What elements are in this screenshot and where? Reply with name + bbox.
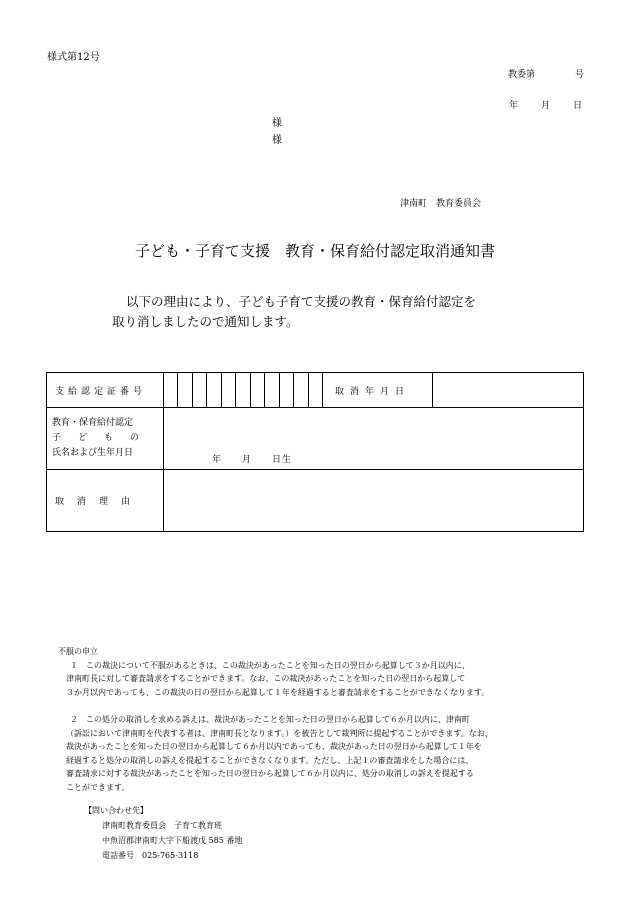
- recipient-line-1: 様: [272, 118, 282, 129]
- digit-box: [235, 373, 249, 407]
- contact-heading: 【問い合わせ先】: [84, 806, 148, 815]
- note-2-line-6: ことができます。: [66, 782, 130, 792]
- cancel-date-value[interactable]: [433, 373, 584, 408]
- digit-box: [279, 373, 293, 407]
- digit-box: [221, 373, 235, 407]
- child-label-line-3: 氏名および生年月日: [52, 448, 134, 458]
- doc-number-suffix: 号: [575, 70, 585, 80]
- document-title: 子ども・子育て支援 教育・保育給付認定取消通知書: [134, 242, 495, 260]
- body-line-2: 取り消しましたので通知します。: [112, 314, 299, 329]
- child-label-line-2: 子 ど も の: [52, 433, 144, 443]
- date-month: 月: [541, 101, 551, 111]
- note-2-line-2: （訴訟において津南町を代表する者は、津南町長となります。）を被告として裁判所に提起することができます。なお、: [66, 728, 493, 738]
- doc-number-prefix: 教委第: [508, 70, 536, 80]
- reason-value[interactable]: [164, 470, 584, 532]
- reason-label: 取 消 理 由: [47, 470, 164, 532]
- note-1-line-3: ３か月以内であっても、この裁決の日の翌日から起算して１年を経過すると審査請求をすることができなくなります。: [66, 687, 490, 697]
- cert-number-label: 支給認定証番号: [47, 373, 164, 408]
- child-info-label: [47, 408, 164, 470]
- notes-heading: 不服の申立: [58, 647, 98, 656]
- date-year: 年: [509, 101, 519, 111]
- body-line-1: 以下の理由により、子ども子育て支援の教育・保育給付認定を: [126, 294, 477, 309]
- note-2-line-3: 裁決があったことを知った日の翌日から起算して６か月以内であっても、裁決があった日の翌日から起算して１年を: [66, 742, 482, 751]
- note-2-line-4: 経過すると処分の取消しの訴えを提起することができなくなります。ただし、上記１の審査請求をした場合には、: [66, 755, 474, 765]
- contact-info: [84, 803, 242, 863]
- digit-box: [308, 373, 322, 407]
- birth-date-placeholder: 年 月 日生: [212, 455, 293, 465]
- digit-box: [264, 373, 278, 407]
- digit-box: [293, 373, 307, 407]
- body-text: [112, 292, 552, 332]
- digit-box: [250, 373, 264, 407]
- contact-department: 津南町教育委員会 子育て教育班: [102, 821, 222, 830]
- note-1-line-2: 津南町長に対して審査請求をすることができます。なお、この裁決があったことを知った日の翌日から起算して: [66, 674, 466, 683]
- note-2-line-5: 審査請求に対する裁決があったことを知った日の翌日から起算して６か月以内に、処分の取消しの訴えを提起する: [66, 769, 474, 778]
- contact-address: 中魚沼郡津南町大字下船渡戊 585 番地: [102, 836, 243, 845]
- digit-box: [206, 373, 220, 407]
- date-day: 日: [573, 101, 583, 111]
- digit-box: [177, 373, 191, 407]
- note-1-line-1: １ この裁決について不服があるときは、この裁決があったことを知った日の翌日から起算して３か月以内に、: [70, 660, 470, 670]
- digit-box: [164, 373, 177, 407]
- contact-phone: 電話番号 025-765-3118: [102, 851, 199, 860]
- child-info-value[interactable]: [164, 408, 584, 470]
- recipient-line-2: 様: [272, 135, 282, 146]
- cancel-date-label: 取消年月日: [323, 373, 433, 408]
- form-number: 様式第12号: [47, 52, 100, 63]
- digit-box: [192, 373, 206, 407]
- certificate-table: [46, 372, 584, 532]
- issuer: 津南町 教育委員会: [400, 199, 482, 209]
- document-number: [508, 67, 584, 80]
- cert-number-boxes[interactable]: [164, 373, 323, 408]
- child-label-line-1: 教育・保育給付認定: [52, 418, 134, 428]
- issue-date: [509, 98, 582, 111]
- note-2-line-1: ２ この処分の取消しを求める訴えは、裁決があったことを知った日の翌日から起算して６か月以内に、津南町: [70, 715, 470, 724]
- appeal-notes: [58, 645, 588, 794]
